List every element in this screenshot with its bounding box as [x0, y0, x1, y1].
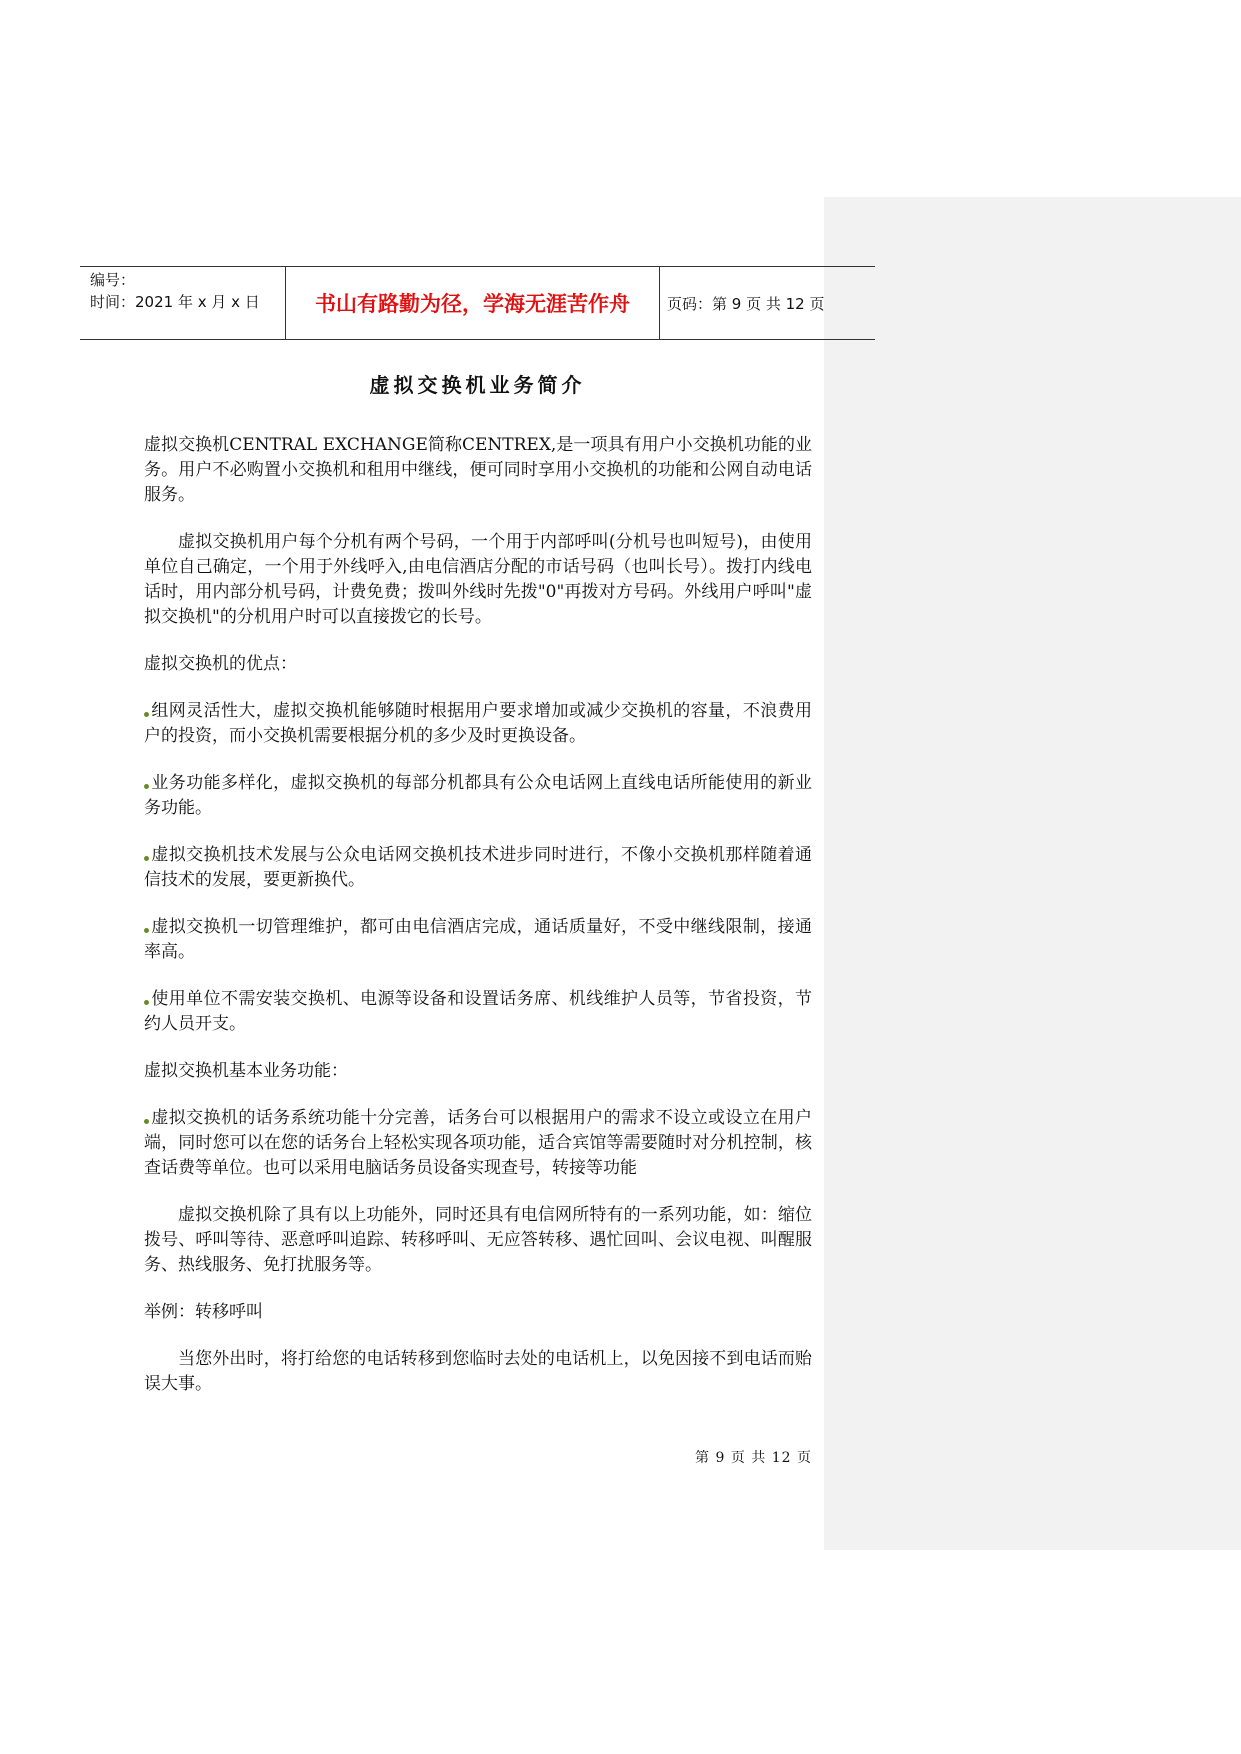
bullet-icon [144, 856, 149, 861]
advantage-text: 虚拟交换机一切管理维护，都可由电信酒店完成，通话质量好，不受中继线限制，接通率高。 [144, 917, 812, 962]
advantage-item [144, 843, 812, 893]
time-label: 时间：2021 年 x 月 x 日 [90, 293, 260, 311]
header-page-cell [667, 267, 824, 339]
document-title: 虚拟交换机业务简介 [369, 373, 586, 397]
intro-paragraph: 虚拟交换机CENTRAL EXCHANGE简称CENTREX,是一项具有用户小交换机功能的业务。用户不必购置小交换机和租用中继线，便可同时享用小交换机的功能和公网自动电话服务。 [144, 435, 812, 505]
bullet-icon [144, 928, 149, 933]
advantage-text: 业务功能多样化，虚拟交换机的每部分机都具有公众电话网上直线电话所能使用的新业务功能。 [144, 773, 812, 818]
bullet-icon [144, 1119, 149, 1124]
numbering-paragraph: 虚拟交换机用户每个分机有两个号码，一个用于内部呼叫(分机号也叫短号)，由使用单位自己确定，一个用于外线呼入,由电信酒店分配的市话号码（也叫长号）。拨打内线电话时，用内部分机号码，计费免费；拨叫外线时先拨"0"再拨对方号码。外线用户呼叫"虚拟交换机"的分机用户时可以直接拨它的长号。 [144, 532, 812, 627]
advantage-text: 组网灵活性大，虚拟交换机能够随时根据用户要求增加或减少交换机的容量，不浪费用户的投资，而小交换机需要根据分机的多少及时更换设备。 [144, 701, 812, 746]
advantages-heading: 虚拟交换机的优点： [144, 654, 297, 674]
advantage-text: 虚拟交换机技术发展与公众电话网交换机技术进步同时进行，不像小交换机那样随着通信技术的发展，要更新换代。 [144, 845, 812, 890]
comment-pane [824, 197, 1241, 1550]
extra-functions-paragraph: 虚拟交换机除了具有以上功能外，同时还具有电信网所特有的一系列功能，如：缩位拨号、呼叫等待、恶意呼叫追踪、转移呼叫、无应答转移、遇忙回叫、会议电视、叫醒服务、热线服务、免打扰服务等。 [144, 1205, 812, 1275]
advantage-item [144, 915, 812, 965]
advantage-item [144, 699, 812, 749]
page-label: 页码：第 9 页 共 12 页 [667, 294, 825, 313]
bullet-icon [144, 712, 149, 717]
advantage-item [144, 987, 812, 1037]
bullet-icon [144, 1000, 149, 1005]
header-table [80, 266, 875, 340]
example-paragraph: 当您外出时，将打给您的电话转移到您临时去处的电话机上，以免因接不到电话而贻误大事。 [144, 1349, 812, 1394]
document-body [144, 433, 812, 1419]
advantage-item [144, 771, 812, 821]
bullet-icon [144, 784, 149, 789]
function-text: 虚拟交换机的话务系统功能十分完善，话务台可以根据用户的需求不设立或设立在用户端，同时您可以在您的话务台上轻松实现各项功能，适合宾馆等需要随时对分机控制，核查话费等单位。也可以采用电脑话务员设备实现查号，转接等功能 [144, 1108, 812, 1178]
example-heading: 举例：转移呼叫 [144, 1302, 263, 1322]
number-label: 编号： [90, 271, 136, 289]
functions-heading: 虚拟交换机基本业务功能： [144, 1061, 348, 1081]
motto-text: 书山有路勤为径，学海无涯苦作舟 [315, 292, 630, 316]
advantage-text: 使用单位不需安装交换机、电源等设备和设置话务席、机线维护人员等，节省投资，节约人员开支。 [144, 989, 812, 1034]
function-item [144, 1106, 812, 1181]
page-footer: 第 9 页 共 12 页 [695, 1450, 812, 1466]
header-motto-cell [285, 267, 660, 339]
